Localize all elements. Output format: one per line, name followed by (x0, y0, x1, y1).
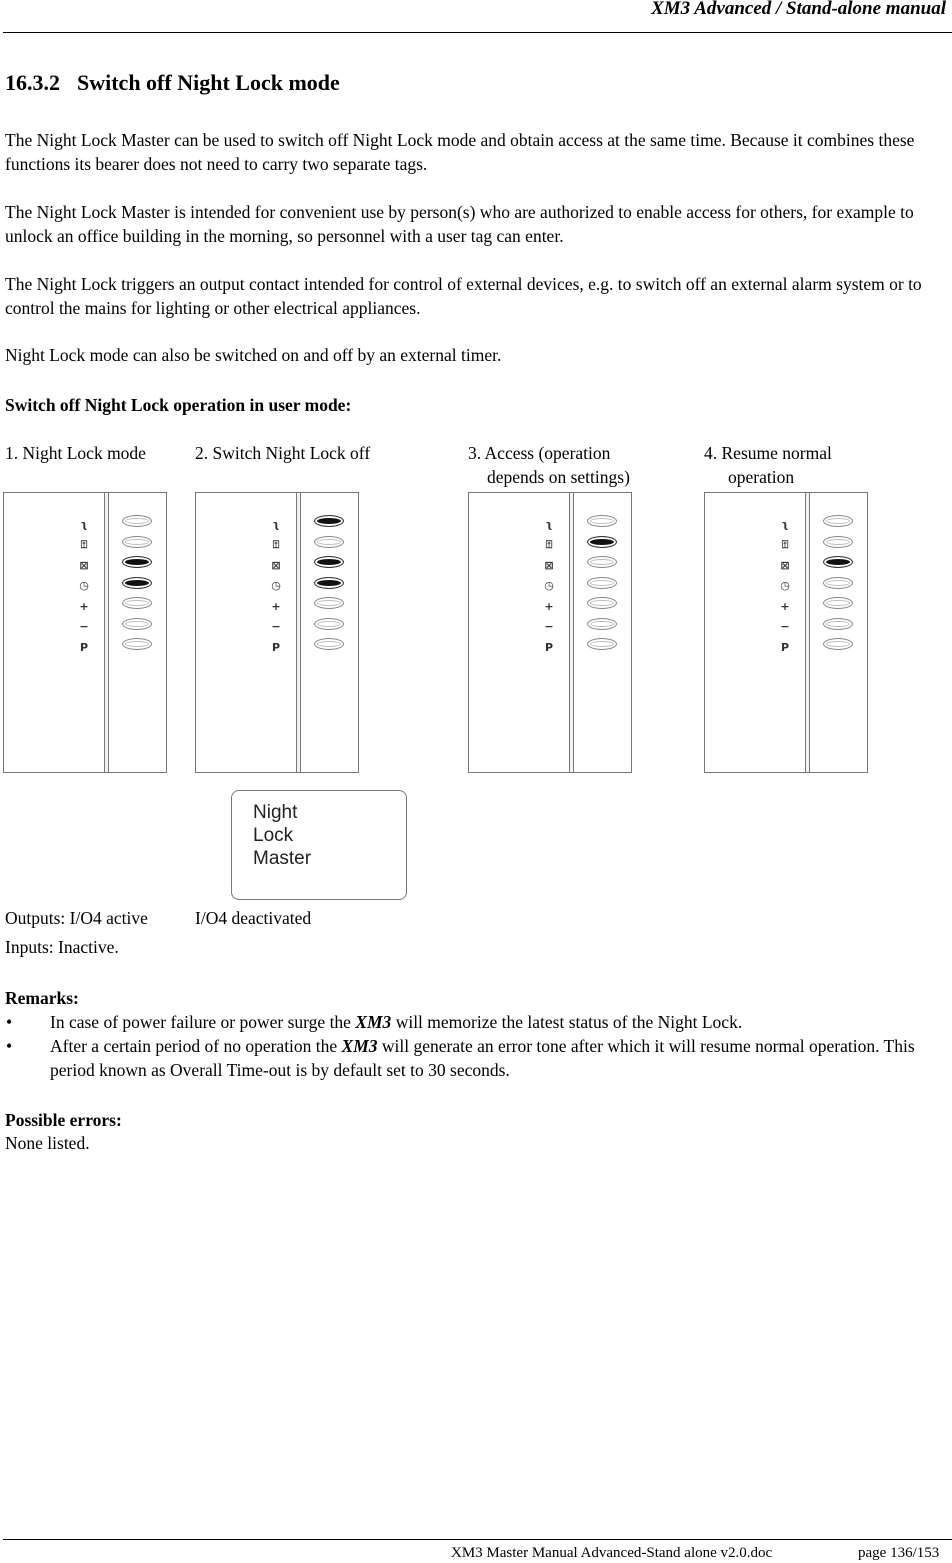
step-3-line2: depends on settings) (487, 467, 630, 487)
rf-icon: ʅ (545, 517, 553, 531)
led-off (823, 515, 853, 527)
keypad-panel-1 (3, 492, 167, 773)
led-on (314, 556, 344, 568)
operation-heading: Switch off Night Lock operation in user mode: (5, 395, 352, 415)
cross-box-icon: ⊠ (544, 558, 554, 572)
p-icon: P (271, 640, 281, 654)
minus-icon: − (79, 620, 89, 634)
remark-item (5, 1034, 950, 1082)
section-title (5, 70, 340, 96)
remarks-heading: Remarks: (5, 988, 79, 1008)
keypad-panel-4 (704, 492, 868, 773)
panel-icon-column (73, 514, 95, 658)
led-off (823, 577, 853, 589)
led-off (823, 618, 853, 630)
step-1-caption (5, 441, 146, 465)
step-4-line1: 4. Resume normal (704, 443, 832, 463)
panel-divider (805, 493, 810, 772)
door-icon: ⍐ (545, 537, 553, 551)
section-title-text: Switch off Night Lock mode (77, 70, 340, 95)
led-off (314, 536, 344, 548)
step-4-caption (704, 441, 832, 489)
led-off (314, 597, 344, 609)
footer-rule (3, 1539, 952, 1540)
minus-icon: − (271, 620, 281, 634)
paragraph-output: The Night Lock triggers an output contact intended for control of external devices, e.g. to switch off an external alarm system or to control the mains for lighting or other electrical appliances. (5, 274, 922, 318)
footer-page-number: page 136/153 (858, 1545, 940, 1561)
rf-icon: ʅ (80, 517, 88, 531)
minus-icon: − (544, 620, 554, 634)
led-off (587, 515, 617, 527)
paragraph-purpose: The Night Lock Master is intended for convenient use by person(s) who are authorized to enable access for others, for example to unlock an office building in the morning, so personnel with a user tag can enter. (5, 202, 914, 246)
panel-divider (296, 493, 301, 772)
door-icon: ⍐ (272, 537, 280, 551)
led-on (314, 515, 344, 527)
remarks-list (5, 1010, 950, 1082)
plus-icon: + (79, 599, 89, 613)
led-off (122, 515, 152, 527)
plus-icon: + (271, 599, 281, 613)
tag-line-3: Master (253, 848, 312, 869)
led-off (122, 597, 152, 609)
led-on (122, 577, 152, 589)
led-off (587, 618, 617, 630)
tag-line-1: Night (253, 802, 298, 823)
led-off (587, 556, 617, 568)
minus-icon: − (780, 620, 790, 634)
outputs-label: Outputs: I/O4 active (5, 908, 148, 928)
header-title: XM3 Advanced / Stand-alone manual (651, 0, 946, 19)
panel-icon-column (774, 514, 796, 658)
panel-led-column (313, 515, 345, 659)
plus-icon: + (780, 599, 790, 613)
keypad-panel-3 (468, 492, 632, 773)
led-off (314, 618, 344, 630)
panel-divider (104, 493, 109, 772)
led-off (823, 536, 853, 548)
section-number: 16.3.2 (5, 70, 60, 95)
led-on (122, 556, 152, 568)
led-off (823, 597, 853, 609)
footer-document-name: XM3 Master Manual Advanced-Stand alone v2.0.doc (451, 1545, 773, 1561)
paragraph-intro: The Night Lock Master can be used to switch off Night Lock mode and obtain access at the same time. Because it combines these functions its bearer does not need to carry two separate tags. (5, 130, 915, 174)
panel-led-column (822, 515, 854, 659)
tag-line-2: Lock (253, 825, 294, 846)
remark-1-emph: XM3 (355, 1012, 392, 1032)
errors-heading: Possible errors: (5, 1110, 122, 1130)
led-off (314, 638, 344, 650)
p-icon: P (780, 640, 790, 654)
led-on (823, 556, 853, 568)
clock-icon: ◷ (271, 579, 281, 593)
led-on (587, 536, 617, 548)
led-off (122, 618, 152, 630)
rf-icon: ʅ (781, 517, 789, 531)
panel-divider (569, 493, 574, 772)
inputs-label: Inputs: Inactive. (5, 937, 119, 957)
led-on (314, 577, 344, 589)
led-off (587, 577, 617, 589)
led-off (587, 638, 617, 650)
p-icon: P (544, 640, 554, 654)
remark-1-after: will memorize the latest status of the Night Lock. (391, 1012, 743, 1032)
clock-icon: ◷ (544, 579, 554, 593)
cross-box-icon: ⊠ (780, 558, 790, 572)
step-4-line2: operation (728, 467, 795, 487)
door-icon: ⍐ (80, 537, 88, 551)
panel-icon-column (265, 514, 287, 658)
cross-box-icon: ⊠ (271, 558, 281, 572)
remark-2-emph: XM3 (341, 1036, 378, 1056)
keypad-panel-2 (195, 492, 359, 773)
step-3-caption (468, 441, 630, 489)
clock-icon: ◷ (780, 579, 790, 593)
p-icon: P (79, 640, 89, 654)
remark-1-before: In case of power failure or power surge the (50, 1012, 356, 1032)
remark-2-after: will generate an error tone after which it will resume normal operation. This period known as Overall Time-out is by default set to 30 seconds. (50, 1036, 915, 1080)
clock-icon: ◷ (79, 579, 89, 593)
remark-item (5, 1010, 950, 1034)
panel-led-column (586, 515, 618, 659)
led-off (823, 638, 853, 650)
header-rule (3, 32, 952, 33)
outputs-deactivated: I/O4 deactivated (195, 908, 312, 928)
led-off (122, 638, 152, 650)
step-1-line1: 1. Night Lock mode (5, 443, 146, 463)
step-3-line1: 3. Access (operation (468, 443, 611, 463)
step-2-caption (195, 441, 370, 465)
cross-box-icon: ⊠ (79, 558, 89, 572)
led-off (587, 597, 617, 609)
step-2-line1: 2. Switch Night Lock off (195, 443, 371, 463)
door-icon: ⍐ (781, 537, 789, 551)
rf-icon: ʅ (272, 517, 280, 531)
panel-led-column (121, 515, 153, 659)
errors-text: None listed. (5, 1133, 90, 1153)
night-lock-master-tag (231, 790, 407, 900)
plus-icon: + (544, 599, 554, 613)
led-off (122, 536, 152, 548)
paragraph-timer: Night Lock mode can also be switched on and off by an external timer. (5, 345, 502, 365)
remark-2-before: After a certain period of no operation the (50, 1036, 342, 1056)
panel-icon-column (538, 514, 560, 658)
